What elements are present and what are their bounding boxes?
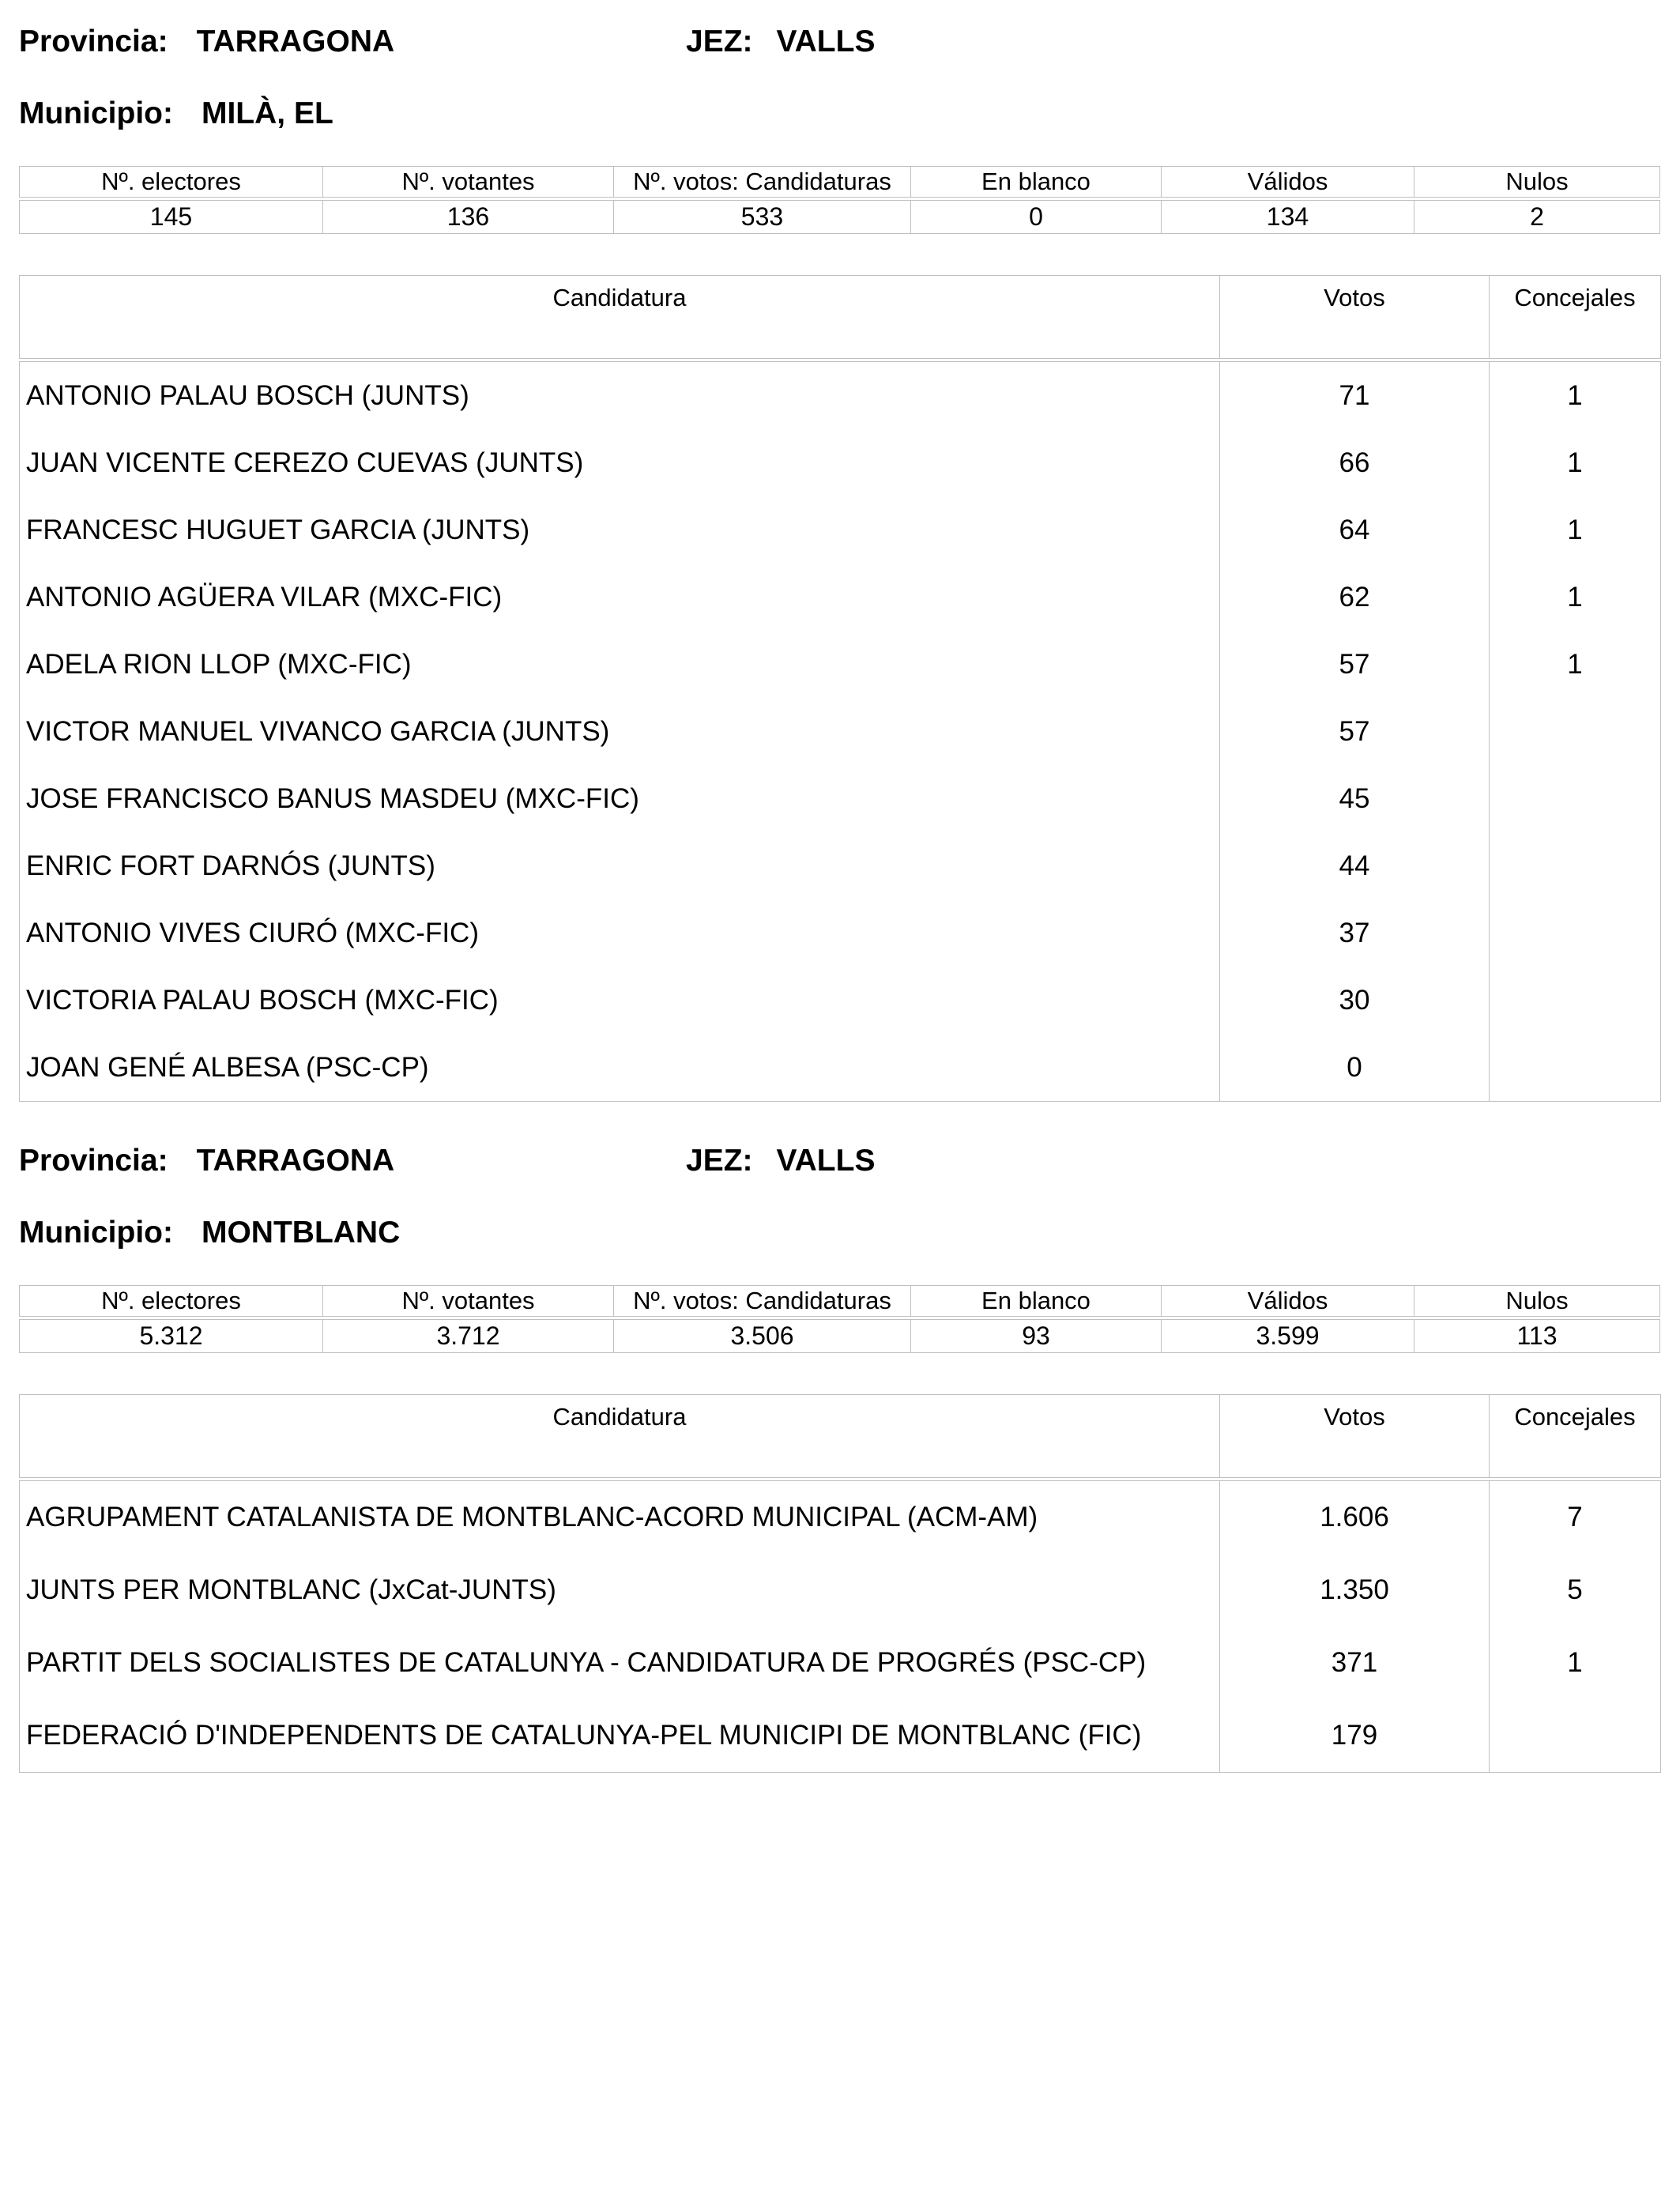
stats-header-validos: Válidos bbox=[1161, 1285, 1414, 1317]
municipio-line bbox=[19, 1215, 1661, 1251]
concejales-column bbox=[1489, 1480, 1661, 1773]
candidate-votes: 1.350 bbox=[1320, 1574, 1389, 1605]
candidate-seats: 1 bbox=[1567, 447, 1583, 478]
candidatura-column-header: Candidatura bbox=[19, 275, 1220, 359]
candidate-name: ADELA RION LLOP (MXC-FIC) bbox=[26, 648, 412, 680]
candidatura-column bbox=[19, 1480, 1220, 1773]
stats-header-votos-candidaturas: Nº. votos: Candidaturas bbox=[613, 166, 911, 198]
jez-label: JEZ: bbox=[686, 1144, 753, 1178]
candidates-body-row bbox=[19, 361, 1661, 1102]
stats-header-votantes: Nº. votantes bbox=[322, 166, 614, 198]
candidate-seats: 1 bbox=[1567, 648, 1583, 680]
candidate-votes: 62 bbox=[1339, 581, 1370, 613]
candidates-header-row bbox=[19, 1394, 1661, 1478]
municipality-section-mila bbox=[19, 24, 1661, 1102]
provincia-label: Provincia: bbox=[19, 1144, 168, 1178]
candidates-table bbox=[19, 1394, 1661, 1773]
candidate-votes: 64 bbox=[1339, 514, 1370, 545]
municipio-value: MILÀ, EL bbox=[201, 96, 333, 130]
candidate-seats: 1 bbox=[1567, 581, 1583, 613]
candidate-name: JOSE FRANCISCO BANUS MASDEU (MXC-FIC) bbox=[26, 782, 639, 814]
jez-value: VALLS bbox=[776, 25, 876, 58]
candidate-votes: 57 bbox=[1339, 715, 1370, 747]
votos-column-header: Votos bbox=[1219, 1394, 1490, 1478]
provincia-value: TARRAGONA bbox=[196, 1144, 395, 1178]
candidates-table bbox=[19, 275, 1661, 1102]
candidate-name: ANTONIO PALAU BOSCH (JUNTS) bbox=[26, 379, 469, 411]
candidate-seats: 7 bbox=[1567, 1502, 1583, 1532]
stats-value-row bbox=[19, 1319, 1661, 1353]
candidate-votes: 37 bbox=[1339, 917, 1370, 948]
candidate-seats: 1 bbox=[1567, 1647, 1583, 1678]
stats-header-en-blanco: En blanco bbox=[910, 1285, 1162, 1317]
candidate-name: FEDERACIÓ D'INDEPENDENTS DE CATALUNYA-PEL MUNICIPI DE MONTBLANC (FIC) bbox=[26, 1720, 1142, 1751]
stats-header-votos-candidaturas: Nº. votos: Candidaturas bbox=[613, 1285, 911, 1317]
jez-label: JEZ: bbox=[686, 25, 753, 58]
candidate-name: JUAN VICENTE CEREZO CUEVAS (JUNTS) bbox=[26, 447, 584, 478]
candidate-votes: 371 bbox=[1331, 1647, 1378, 1678]
candidate-seats bbox=[1490, 899, 1660, 967]
candidate-name: AGRUPAMENT CATALANISTA DE MONTBLANC-ACORD MUNICIPAL (ACM-AM) bbox=[26, 1502, 1038, 1532]
stats-value-en-blanco: 93 bbox=[910, 1319, 1162, 1353]
stats-header-nulos: Nulos bbox=[1414, 166, 1660, 198]
candidate-name: PARTIT DELS SOCIALISTES DE CATALUNYA - CANDIDATURA DE PROGRÉS (PSC-CP) bbox=[26, 1647, 1147, 1678]
candidate-name: ANTONIO VIVES CIURÓ (MXC-FIC) bbox=[26, 917, 479, 948]
stats-value-electores: 5.312 bbox=[19, 1319, 323, 1353]
candidate-seats bbox=[1490, 1699, 1660, 1772]
jez-block bbox=[686, 24, 875, 60]
municipio-value: MONTBLANC bbox=[201, 1216, 401, 1250]
municipio-line bbox=[19, 96, 1661, 132]
votos-column-header: Votos bbox=[1219, 275, 1490, 359]
candidate-name: JUNTS PER MONTBLANC (JxCat-JUNTS) bbox=[26, 1574, 556, 1605]
stats-value-votos-candidaturas: 533 bbox=[613, 200, 911, 234]
candidate-votes: 71 bbox=[1339, 379, 1370, 411]
candidate-seats bbox=[1490, 832, 1660, 899]
stats-header-votantes: Nº. votantes bbox=[322, 1285, 614, 1317]
candidate-votes: 44 bbox=[1339, 850, 1370, 881]
concejales-column-header: Concejales bbox=[1489, 275, 1661, 359]
candidatura-column bbox=[19, 361, 1220, 1102]
stats-value-validos: 3.599 bbox=[1161, 1319, 1414, 1353]
candidate-seats bbox=[1490, 1034, 1660, 1101]
candidate-seats bbox=[1490, 765, 1660, 832]
stats-header-row bbox=[19, 1285, 1661, 1317]
provincia-value: TARRAGONA bbox=[196, 25, 395, 58]
candidates-header-row bbox=[19, 275, 1661, 359]
votos-column bbox=[1219, 1480, 1490, 1773]
stats-header-row bbox=[19, 166, 1661, 198]
candidate-name: VICTORIA PALAU BOSCH (MXC-FIC) bbox=[26, 984, 499, 1016]
stats-table bbox=[19, 1285, 1661, 1353]
provincia-line bbox=[19, 1143, 1661, 1179]
stats-value-votos-candidaturas: 3.506 bbox=[613, 1319, 911, 1353]
candidatura-column-header: Candidatura bbox=[19, 1394, 1220, 1478]
stats-value-nulos: 2 bbox=[1414, 200, 1660, 234]
candidate-name: VICTOR MANUEL VIVANCO GARCIA (JUNTS) bbox=[26, 715, 610, 747]
stats-header-en-blanco: En blanco bbox=[910, 166, 1162, 198]
candidate-votes: 45 bbox=[1339, 782, 1370, 814]
stats-value-en-blanco: 0 bbox=[910, 200, 1162, 234]
stats-value-row bbox=[19, 200, 1661, 234]
jez-block bbox=[686, 1143, 875, 1179]
municipio-label: Municipio: bbox=[19, 96, 173, 130]
stats-header-nulos: Nulos bbox=[1414, 1285, 1660, 1317]
votos-column bbox=[1219, 361, 1490, 1102]
provincia-line bbox=[19, 24, 1661, 60]
candidate-seats: 1 bbox=[1567, 514, 1583, 545]
candidate-seats: 1 bbox=[1567, 379, 1583, 411]
candidate-votes: 30 bbox=[1339, 984, 1370, 1016]
candidate-name: JOAN GENÉ ALBESA (PSC-CP) bbox=[26, 1051, 429, 1083]
candidate-seats bbox=[1490, 698, 1660, 765]
candidate-seats bbox=[1490, 967, 1660, 1034]
concejales-column bbox=[1489, 361, 1661, 1102]
candidate-votes: 179 bbox=[1331, 1720, 1378, 1751]
stats-value-votantes: 136 bbox=[322, 200, 614, 234]
candidate-name: ENRIC FORT DARNÓS (JUNTS) bbox=[26, 850, 435, 881]
stats-value-validos: 134 bbox=[1161, 200, 1414, 234]
candidate-name: FRANCESC HUGUET GARCIA (JUNTS) bbox=[26, 514, 530, 545]
provincia-label: Provincia: bbox=[19, 25, 168, 58]
stats-header-electores: Nº. electores bbox=[19, 166, 323, 198]
candidate-votes: 66 bbox=[1339, 447, 1370, 478]
municipio-label: Municipio: bbox=[19, 1216, 173, 1250]
candidate-votes: 0 bbox=[1347, 1051, 1362, 1083]
stats-header-electores: Nº. electores bbox=[19, 1285, 323, 1317]
concejales-column-header: Concejales bbox=[1489, 1394, 1661, 1478]
stats-table bbox=[19, 166, 1661, 234]
stats-value-electores: 145 bbox=[19, 200, 323, 234]
stats-value-nulos: 113 bbox=[1414, 1319, 1660, 1353]
candidate-seats: 5 bbox=[1567, 1574, 1583, 1605]
stats-value-votantes: 3.712 bbox=[322, 1319, 614, 1353]
stats-header-validos: Válidos bbox=[1161, 166, 1414, 198]
jez-value: VALLS bbox=[776, 1144, 876, 1178]
candidates-body-row bbox=[19, 1480, 1661, 1773]
municipality-section-montblanc bbox=[19, 1143, 1661, 1773]
candidate-votes: 1.606 bbox=[1320, 1502, 1389, 1532]
candidate-votes: 57 bbox=[1339, 648, 1370, 680]
candidate-name: ANTONIO AGÜERA VILAR (MXC-FIC) bbox=[26, 581, 503, 613]
